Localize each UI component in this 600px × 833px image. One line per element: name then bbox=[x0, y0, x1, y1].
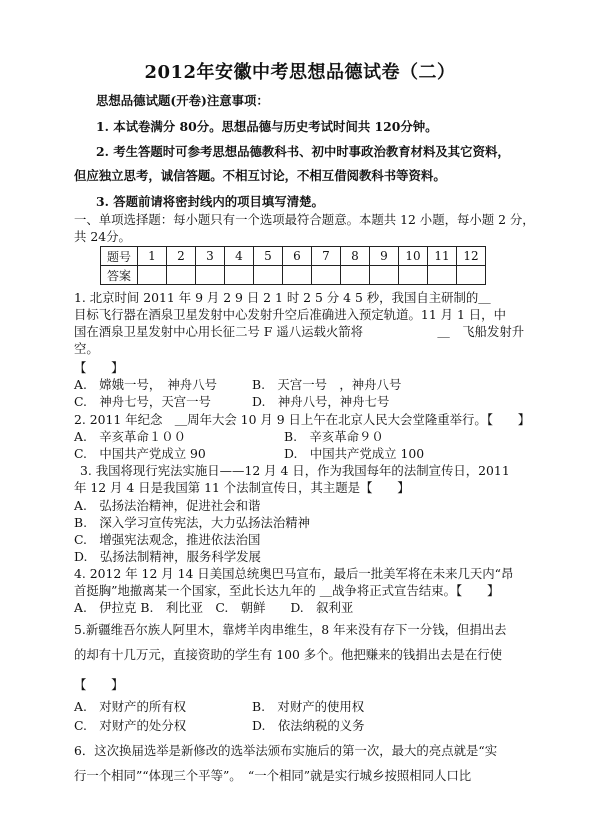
notice-item-2a: 2. 考生答题时可参考思想品德教科书、初中时事政治教育材料及其它资料， bbox=[96, 144, 510, 159]
section-1-instructions-1: 一、单项选择题：每小题只有一个选项最符合题意。本题共 12 小题，每小题 2 分， bbox=[74, 212, 535, 227]
answer-table-number: 6 bbox=[283, 247, 312, 266]
q3-option-b: B. 深入学习宣传宪法，大力弘扬法治精神 bbox=[74, 515, 311, 530]
q5-option-d: D. 依法纳税的义务 bbox=[252, 718, 365, 733]
answer-table-number: 1 bbox=[138, 247, 167, 266]
q1-line-1: 1. 北京时间 2011 年 9 月 2 9 日 2 1 时 2 5 分 4 5 秒，我国自主研制的＿ bbox=[74, 290, 491, 305]
section-1-instructions-2: 共 24分。 bbox=[74, 229, 131, 244]
q5-answer-bracket: 【 】 bbox=[74, 677, 124, 692]
q5-line-2: 的却有十几万元，直接资助的学生有 100 多个。他把赚来的钱捐出去是在行使 bbox=[74, 647, 503, 662]
answer-table-number: 8 bbox=[341, 247, 370, 266]
q3-option-a: A. 弘扬法治精神，促进社会和谐 bbox=[74, 498, 261, 513]
answer-cell[interactable] bbox=[428, 266, 457, 285]
answer-table bbox=[100, 246, 486, 285]
answer-cell[interactable] bbox=[341, 266, 370, 285]
answer-table-number: 5 bbox=[254, 247, 283, 266]
q5-line-1: 5.新疆维吾尔族人阿里木，靠烤羊肉串维生，8 年来没有存下一分钱，但捐出去 bbox=[74, 622, 507, 637]
answer-table-number: 3 bbox=[196, 247, 225, 266]
q1-line-4: 空。 bbox=[74, 341, 99, 356]
q1-option-d: D. 神舟八号，神舟七号 bbox=[252, 394, 390, 409]
answer-table-number: 9 bbox=[370, 247, 399, 266]
notice-item-3: 3. 答题前请将密封线内的项目填写清楚。 bbox=[96, 194, 324, 209]
page-title: 2012年安徽中考思想品德试卷（二） bbox=[144, 62, 456, 83]
q4-options: A. 伊拉克 B. 利比亚 C. 朝鲜 D. 叙利亚 bbox=[74, 600, 354, 615]
q3-option-d: D. 弘扬法制精神，服务科学发展 bbox=[74, 549, 261, 564]
q4-line-2: 首挺胸”地撤离某一个国家，至此长达九年的 ＿战争将正式宣告结束。【 】 bbox=[74, 583, 500, 598]
q3-line-2: 年 12 月 4 日是我国第 11 个法制宣传日，其主题是【 】 bbox=[74, 480, 410, 495]
answer-table-header-row bbox=[101, 247, 486, 266]
q4-line-1: 4. 2012 年 12 月 14 日美国总统奥巴马宣布，最后一批美军将在未来几天内“昂 bbox=[74, 566, 514, 581]
notice-item-2b: 但应独立思考，诚信答题。不相互讨论，不相互借阅教科书等资料。 bbox=[74, 168, 446, 183]
q3-line-1: 3. 我国将现行宪法实施日——12 月 4 日，作为我国每年的法制宣传日，2011 bbox=[80, 463, 510, 478]
answer-table-number: 4 bbox=[225, 247, 254, 266]
answer-cell[interactable] bbox=[370, 266, 399, 285]
q5-option-b: B. 对财产的使用权 bbox=[252, 699, 365, 714]
answer-cell[interactable] bbox=[196, 266, 225, 285]
q3-option-c: C. 增强宪法观念，推进依法治国 bbox=[74, 532, 261, 547]
q2-option-c: C. 中国共产党成立 90 bbox=[74, 446, 206, 461]
answer-table-number: 10 bbox=[399, 247, 428, 266]
answer-cell[interactable] bbox=[254, 266, 283, 285]
notice-item-1: 1. 本试卷满分 80分。思想品德与历史考试时间共 120分钟。 bbox=[96, 119, 438, 134]
answer-cell[interactable] bbox=[457, 266, 486, 285]
q1-option-a: A. 嫦娥一号， 神舟八号 bbox=[74, 377, 217, 392]
answer-cell[interactable] bbox=[167, 266, 196, 285]
answer-cell[interactable] bbox=[312, 266, 341, 285]
q5-option-a: A. 对财产的所有权 bbox=[74, 699, 187, 714]
q6-line-2: 行一个相同”“体现三个平等”。 “一个相同”就是实行城乡按照相同人口比 bbox=[74, 768, 472, 783]
q6-line-1: 6．这次换届选举是新修改的选举法颁布实施后的第一次，最大的亮点就是“实 bbox=[74, 743, 498, 758]
answer-cell[interactable] bbox=[138, 266, 167, 285]
answer-table-answer-row bbox=[101, 266, 486, 285]
q1-line-2: 目标飞行器在酒泉卫星发射中心发射升空后准确进入预定轨道。11 月 1 日，中 bbox=[74, 307, 506, 322]
answer-table-number: 7 bbox=[312, 247, 341, 266]
answer-table-row-label: 题号 bbox=[101, 247, 138, 266]
answer-table-number: 2 bbox=[167, 247, 196, 266]
q2-stem: 2. 2011 年纪念 ＿周年大会 10 月 9 日上午在北京人民大会堂隆重举行。【 】 bbox=[74, 412, 531, 427]
answer-cell[interactable] bbox=[283, 266, 312, 285]
answer-cell[interactable] bbox=[225, 266, 254, 285]
notice-heading: 思想品德试题(开卷)注意事项： bbox=[96, 93, 269, 108]
q1-option-b: B. 天宫一号 ，神舟八号 bbox=[252, 377, 402, 392]
answer-table-number: 11 bbox=[428, 247, 457, 266]
q5-option-c: C. 对财产的处分权 bbox=[74, 718, 187, 733]
q2-option-b: B. 辛亥革命９０ bbox=[284, 429, 384, 444]
q2-option-a: A. 辛亥革命１００ bbox=[74, 429, 187, 444]
answer-cell[interactable] bbox=[399, 266, 428, 285]
answer-table-row-label: 答案 bbox=[101, 266, 138, 285]
q2-option-d: D. 中国共产党成立 100 bbox=[284, 446, 425, 461]
answer-table-number: 12 bbox=[457, 247, 486, 266]
q1-answer-bracket: 【 】 bbox=[74, 360, 124, 375]
q1-line-3: 国在酒泉卫星发射中心用长征二号 F 遥八运载火箭将 ＿ 飞船发射升 bbox=[74, 324, 525, 339]
q1-option-c: C. 神舟七号，天宫一号 bbox=[74, 394, 211, 409]
